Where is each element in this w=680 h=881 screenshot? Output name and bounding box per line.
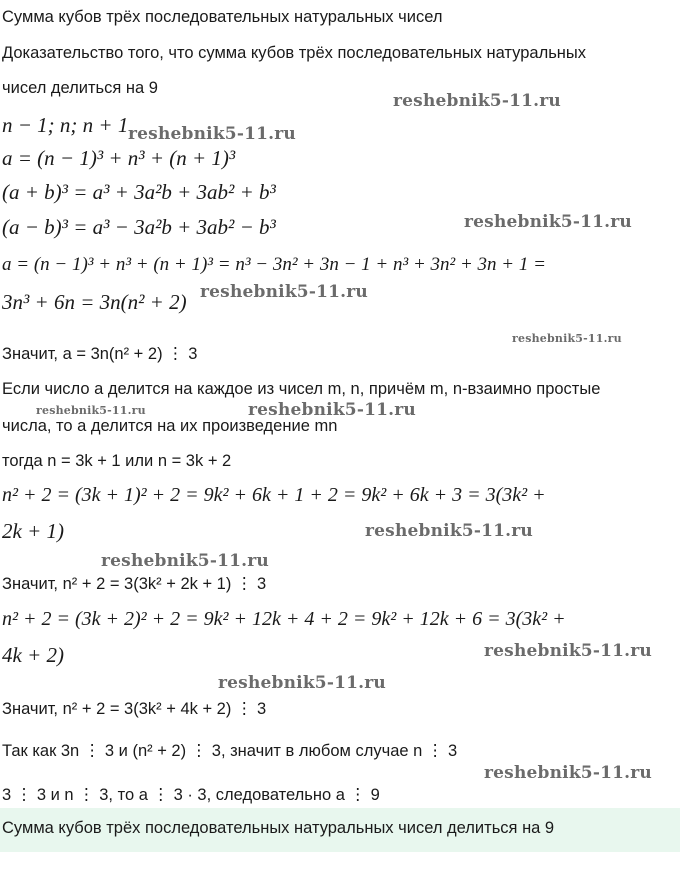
theorem-line-2: числа, то a делится на их произведение mn [2,417,338,435]
watermark: reshebnik5-11.ru [128,124,296,144]
watermark: reshebnik5-11.ru [512,332,622,345]
case2-conclusion: Значит, n² + 2 = 3(3k² + 4k + 2) ⋮ 3 [2,700,267,718]
case1-line-2: 2k + 1) [2,519,64,543]
cases-line: тогда n = 3k + 1 или n = 3k + 2 [2,452,232,470]
case1-line-1: n² + 2 = (3k + 1)² + 2 = 9k² + 6k + 1 + 2 = 9k² + 6k + 3 = 3(3k² + [2,484,546,506]
case2-line-1: n² + 2 = (3k + 2)² + 2 = 9k² + 12k + 4 + 2 = 9k² + 12k + 6 = 3(3k² + [2,608,566,630]
watermark: reshebnik5-11.ru [36,404,146,417]
watermark: reshebnik5-11.ru [393,91,561,111]
math-line-6: 3n³ + 6n = 3n(n² + 2) [2,290,187,314]
watermark: reshebnik5-11.ru [484,641,652,661]
watermark: reshebnik5-11.ru [101,551,269,571]
case1-conclusion: Значит, n² + 2 = 3(3k² + 2k + 1) ⋮ 3 [2,575,267,593]
intro-line-2: чисел делиться на 9 [2,79,158,97]
watermark: reshebnik5-11.ru [484,763,652,783]
conclusion-banner [0,808,680,852]
since-line: Так как 3n ⋮ 3 и (n² + 2) ⋮ 3, значит в любом случае n ⋮ 3 [2,742,458,760]
therefore-line: 3 ⋮ 3 и n ⋮ 3, то a ⋮ 3 · 3, следовательно a ⋮ 9 [2,786,380,804]
page-title: Сумма кубов трёх последовательных натуральных чисел [2,8,443,26]
intro-line-1: Доказательство того, что сумма кубов трёх последовательных натуральных [2,44,587,62]
math-line-2: a = (n − 1)³ + n³ + (n + 1)³ [2,146,236,170]
watermark: reshebnik5-11.ru [248,400,416,420]
math-line-5: a = (n − 1)³ + n³ + (n + 1)³ = n³ − 3n² + 3n − 1 + n³ + 3n² + 3n + 1 = [2,254,546,275]
conclusion-text: Сумма кубов трёх последовательных натуральных чисел делиться на 9 [2,819,555,837]
theorem-line-1: Если число a делится на каждое из чисел m, n, причём m, n-взаимно простые [2,380,601,398]
watermark: reshebnik5-11.ru [218,673,386,693]
watermark: reshebnik5-11.ru [464,212,632,232]
math-line-3: (a + b)³ = a³ + 3a²b + 3ab² + b³ [2,180,276,204]
case2-line-2: 4k + 2) [2,643,64,667]
math-line-4: (a − b)³ = a³ − 3a²b + 3ab² − b³ [2,215,276,239]
math-line-1: n − 1; n; n + 1 [2,113,129,137]
watermark: reshebnik5-11.ru [365,521,533,541]
watermark: reshebnik5-11.ru [200,282,368,302]
conclusion-line-1: Значит, a = 3n(n² + 2) ⋮ 3 [2,345,198,363]
